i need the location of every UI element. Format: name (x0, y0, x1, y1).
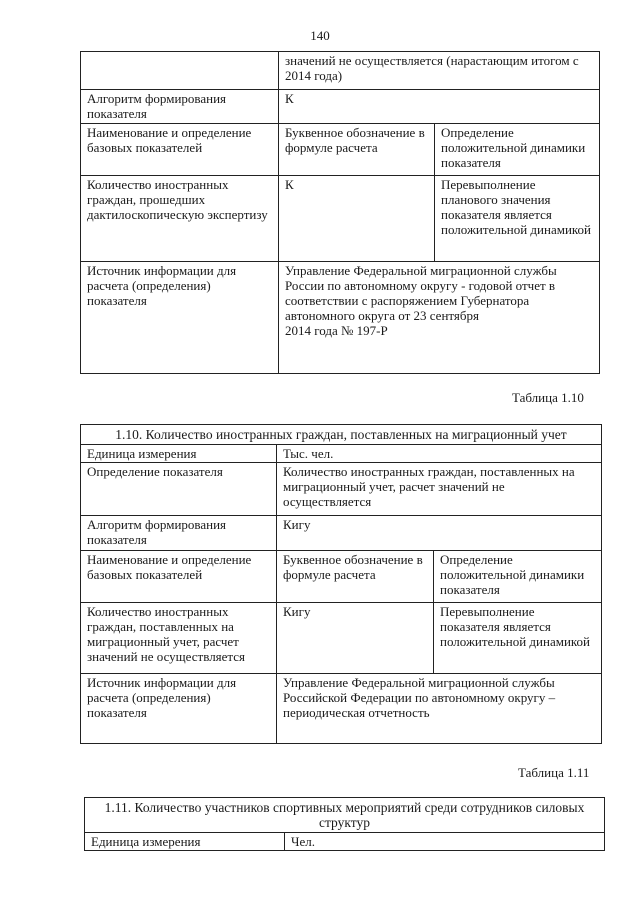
table-caption-1-11: Таблица 1.11 (518, 765, 590, 780)
definition-value: Количество иностранных граждан, поставленных на миграционный учет, расчет значений не осуществляется (277, 463, 602, 516)
table-row (81, 425, 602, 445)
table-row (81, 176, 600, 262)
algorithm-label: Алгоритм формирования показателя (81, 516, 277, 551)
count-dynamics: Перевыполнение планового значения показателя является положительной динамикой (435, 176, 600, 262)
base-indicators-label: Наименование и определение базовых показателей (81, 124, 279, 176)
source-value: Управление Федеральной миграционной службы Российской Федерации по автономному округу – периодическая отчетность (277, 674, 602, 744)
table-caption-1-10: Таблица 1.10 (512, 390, 584, 405)
count-letter: Кигу (277, 603, 434, 674)
unit-value: Тыс. чел. (277, 445, 602, 463)
unit-label: Единица измерения (81, 445, 277, 463)
count-letter: К (279, 176, 435, 262)
table-row (85, 833, 605, 851)
table-1-10 (80, 424, 602, 744)
source-line-2: 2014 года № 197-Р (285, 323, 388, 338)
count-dynamics: Перевыполнение показателя является положительной динамикой (434, 603, 602, 674)
table-row (81, 551, 602, 603)
table-row (81, 674, 602, 744)
base-indicators-label: Наименование и определение базовых показателей (81, 551, 277, 603)
table-row (81, 463, 602, 516)
source-line-1: Управление Федеральной миграционной службы России по автономному округу - годовой отчет в соответствии с распоряжением Губернатора автономного округа от 23 сентября (285, 263, 557, 323)
dynamics-header: Определение положительной динамики показателя (434, 551, 602, 603)
table-row (81, 516, 602, 551)
count-label: Количество иностранных граждан, прошедших дактилоскопическую экспертизу (81, 176, 279, 262)
algorithm-label: Алгоритм формирования показателя (81, 90, 279, 124)
table-row (85, 798, 605, 833)
unit-value: Чел. (285, 833, 605, 851)
algorithm-value: К (279, 90, 600, 124)
dynamics-header: Определение положительной динамики показателя (435, 124, 600, 176)
table-1-9-continuation (80, 51, 600, 374)
unit-label: Единица измерения (85, 833, 285, 851)
definition-label: Определение показателя (81, 463, 277, 516)
table-row (81, 603, 602, 674)
source-label: Источник информации для расчета (определения) показателя (81, 674, 277, 744)
empty-cell (81, 52, 279, 90)
table-row (81, 445, 602, 463)
algorithm-value: Кигу (277, 516, 602, 551)
source-label: Источник информации для расчета (определения) показателя (81, 262, 279, 374)
table-1-11 (84, 797, 605, 851)
count-label: Количество иностранных граждан, поставленных на миграционный учет, расчет значений не осуществляется (81, 603, 277, 674)
section-title: 1.10. Количество иностранных граждан, поставленных на миграционный учет (81, 425, 602, 445)
page-number: 140 (310, 28, 330, 43)
table-row (81, 124, 600, 176)
table-row (81, 52, 600, 90)
letter-designation-header: Буквенное обозначение в формуле расчета (279, 124, 435, 176)
continuation-text: значений не осуществляется (нарастающим итогом с 2014 года) (279, 52, 600, 90)
source-value (279, 262, 600, 374)
table-row (81, 262, 600, 374)
section-title: 1.11. Количество участников спортивных мероприятий среди сотрудников силовых структур (85, 798, 605, 833)
table-row (81, 90, 600, 124)
letter-designation-header: Буквенное обозначение в формуле расчета (277, 551, 434, 603)
